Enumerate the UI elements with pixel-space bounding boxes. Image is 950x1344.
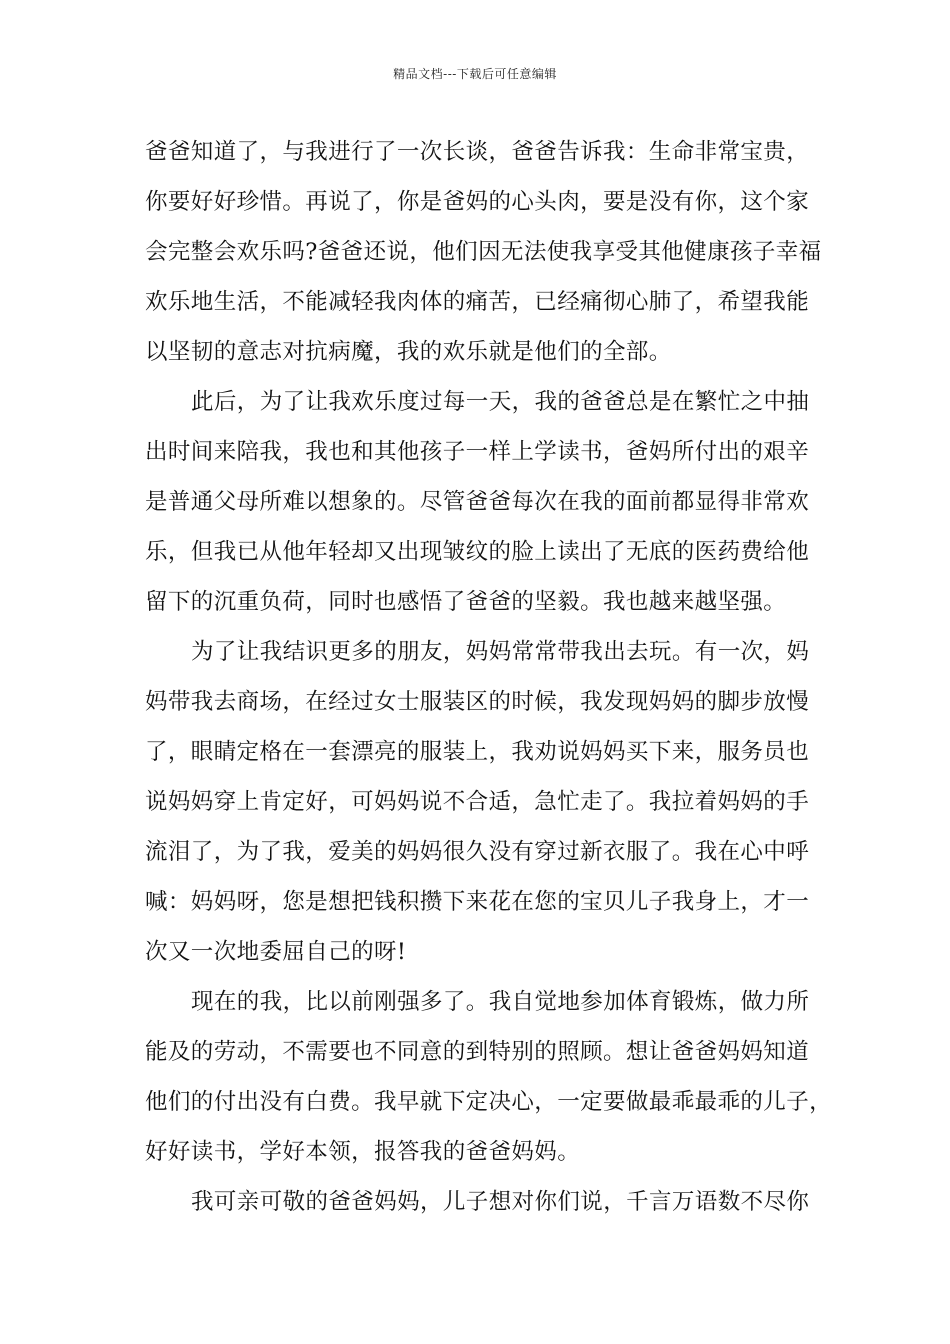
text-line: 好好读书，学好本领，报答我的爸爸妈妈。	[145, 1139, 581, 1165]
text-line: 此后，为了让我欢乐度过每一天，我的爸爸总是在繁忙之中抽	[191, 389, 810, 415]
text-line: 留下的沉重负荷，同时也感悟了爸爸的坚毅。我也越来越坚强。	[145, 589, 787, 615]
text-line: 次又一次地委屈自己的呀!	[145, 939, 407, 965]
text-line: 了，眼睛定格在一套漂亮的服装上，我劝说妈妈买下来，服务员也	[145, 739, 810, 765]
text-line: 会完整会欢乐吗?爸爸还说，他们因无法使我享受其他健康孩子幸福	[145, 239, 822, 265]
text-line: 欢乐地生活，不能减轻我肉体的痛苦，已经痛彻心肺了，希望我能	[145, 289, 810, 315]
text-line: 流泪了，为了我，爱美的妈妈很久没有穿过新衣服了。我在心中呼	[145, 839, 810, 865]
text-line: 妈带我去商场，在经过女士服装区的时候，我发现妈妈的脚步放慢	[145, 689, 810, 715]
text-line: 他们的付出没有白费。我早就下定决心，一定要做最乖最乖的儿子，	[145, 1089, 833, 1115]
text-line: 乐，但我已从他年轻却又出现皱纹的脸上读出了无底的医药费给他	[145, 539, 810, 565]
text-line: 出时间来陪我，我也和其他孩子一样上学读书，爸妈所付出的艰辛	[145, 439, 810, 465]
text-line: 爸爸知道了，与我进行了一次长谈，爸爸告诉我：生命非常宝贵，	[145, 139, 810, 165]
text-line: 是普通父母所难以想象的。尽管爸爸每次在我的面前都显得非常欢	[145, 489, 810, 515]
text-line: 喊：妈妈呀，您是想把钱积攒下来花在您的宝贝儿子我身上，才一	[145, 889, 810, 915]
text-line: 以坚韧的意志对抗病魔，我的欢乐就是他们的全部。	[145, 339, 672, 365]
paragraph	[145, 627, 810, 977]
text-line: 为了让我结识更多的朋友，妈妈常常带我出去玩。有一次，妈	[191, 639, 810, 665]
text-line: 我可亲可敬的爸爸妈妈，儿子想对你们说，千言万语数不尽你	[191, 1189, 810, 1215]
text-line: 你要好好珍惜。再说了，你是爸妈的心头肉，要是没有你，这个家	[145, 189, 810, 215]
paragraph	[145, 977, 833, 1177]
page-header: 精品文档---下载后可任意编辑	[393, 67, 557, 81]
paragraph	[145, 1177, 810, 1227]
document-body	[145, 127, 833, 1227]
paragraph	[145, 377, 810, 627]
paragraph	[145, 127, 822, 377]
text-line: 能及的劳动，不需要也不同意的到特别的照顾。想让爸爸妈妈知道	[145, 1039, 810, 1065]
text-line: 说妈妈穿上肯定好，可妈妈说不合适，急忙走了。我拉着妈妈的手	[145, 789, 810, 815]
text-line: 现在的我，比以前刚强多了。我自觉地参加体育锻炼，做力所	[191, 989, 810, 1015]
